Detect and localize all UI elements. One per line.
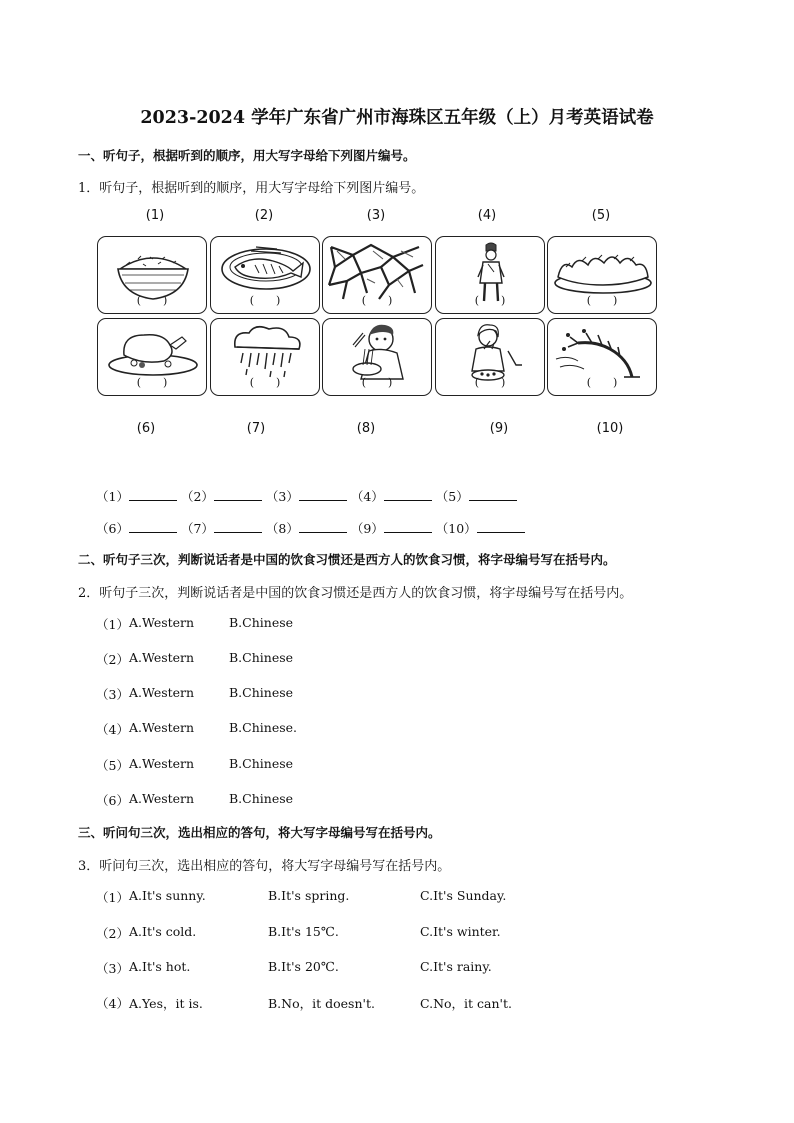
answer-num: （9） xyxy=(350,521,384,536)
q3-option-c[interactable]: C.It's winter. xyxy=(420,924,501,939)
question-1-text: 1．听句子，根据听到的顺序，用大写字母给下列图片编号。 xyxy=(78,181,425,196)
picture-label-7: (7) xyxy=(246,421,266,436)
answer-num: （7） xyxy=(180,521,214,536)
picture-label-1: (1) xyxy=(145,208,165,223)
q3-item-num: （2） xyxy=(96,926,129,941)
answer-num: （3） xyxy=(265,489,299,504)
picture-card-5 xyxy=(547,236,657,314)
answer-num: （4） xyxy=(350,489,384,504)
picture-paren-10: ( ) xyxy=(586,376,618,389)
picture-card-2 xyxy=(210,236,320,314)
answer-row-2 xyxy=(96,519,525,537)
q2-option-a[interactable]: A.Western xyxy=(129,720,195,735)
picture-card-1 xyxy=(97,236,207,314)
answer-num: （2） xyxy=(180,489,214,504)
question-3-text: 3．听问句三次，选出相应的答句，将大写字母编号写在括号内。 xyxy=(78,859,451,874)
q2-item-num: （4） xyxy=(96,722,129,737)
q2-option-b[interactable]: B.Chinese xyxy=(229,685,294,700)
q2-item-num: （6） xyxy=(96,793,129,808)
q3-option-b[interactable]: B.No，it doesn't. xyxy=(268,996,375,1011)
answer-num: （6） xyxy=(96,521,129,536)
q2-item-num: （2） xyxy=(96,652,129,667)
q3-option-b[interactable]: B.It's 20℃. xyxy=(268,959,339,974)
q3-item-num: （3） xyxy=(96,961,129,976)
answer-blank-5[interactable] xyxy=(469,488,517,501)
answer-num: （5） xyxy=(435,489,469,504)
answer-blank-3[interactable] xyxy=(299,488,347,501)
q2-item-num: （1） xyxy=(96,617,129,632)
q3-option-b[interactable]: B.It's 15℃. xyxy=(268,924,339,939)
q2-item-num: （3） xyxy=(96,687,129,702)
section-1-heading: 一、听句子，根据听到的顺序，用大写字母给下列图片编号。 xyxy=(78,148,416,163)
answer-blank-4[interactable] xyxy=(384,488,432,501)
q3-option-b[interactable]: B.It's spring. xyxy=(268,888,350,903)
answer-num: （8） xyxy=(265,521,299,536)
picture-card-6 xyxy=(97,318,207,396)
q3-option-a[interactable]: A.It's sunny. xyxy=(129,888,206,903)
picture-label-8: (8) xyxy=(356,421,376,436)
q2-option-b[interactable]: B.Chinese xyxy=(229,650,294,665)
q3-option-a[interactable]: A.It's hot. xyxy=(129,959,191,974)
question-2-text: 2．听句子三次，判断说话者是中国的饮食习惯还是西方人的饮食习惯，将字母编号写在括号内。 xyxy=(78,586,633,601)
page-title: 2023-2024 学年广东省广州市海珠区五年级（上）月考英语试卷 xyxy=(140,108,654,128)
answer-blank-8[interactable] xyxy=(299,520,347,533)
q2-option-b[interactable]: B.Chinese xyxy=(229,615,294,630)
picture-paren-5: ( ) xyxy=(586,294,618,307)
answer-blank-7[interactable] xyxy=(214,520,262,533)
picture-label-9: (9) xyxy=(489,421,509,436)
answer-blank-10[interactable] xyxy=(477,520,525,533)
picture-card-8 xyxy=(322,318,432,396)
picture-paren-7: ( ) xyxy=(249,376,281,389)
picture-card-3 xyxy=(322,236,432,314)
picture-card-9 xyxy=(435,318,545,396)
picture-paren-3: ( ) xyxy=(361,294,393,307)
answer-blank-1[interactable] xyxy=(129,488,177,501)
q2-option-a[interactable]: A.Western xyxy=(129,650,195,665)
q2-option-a[interactable]: A.Western xyxy=(129,685,195,700)
answer-row-1 xyxy=(96,487,517,505)
picture-card-10 xyxy=(547,318,657,396)
picture-paren-9: ( ) xyxy=(474,376,506,389)
q3-option-a[interactable]: A.It's cold. xyxy=(129,924,197,939)
q3-item-num: （4） xyxy=(96,996,129,1011)
q3-option-c[interactable]: C.No，it can't. xyxy=(420,996,512,1011)
answer-num: （1） xyxy=(96,489,129,504)
q2-option-a[interactable]: A.Western xyxy=(129,791,195,806)
q2-option-a[interactable]: A.Western xyxy=(129,615,195,630)
q2-option-b[interactable]: B.Chinese xyxy=(229,756,294,771)
picture-label-3: (3) xyxy=(366,208,386,223)
section-2-heading: 二、听句子三次，判断说话者是中国的饮食习惯还是西方人的饮食习惯，将字母编号写在括号内。 xyxy=(78,552,616,567)
picture-label-10: (10) xyxy=(596,421,624,436)
answer-blank-9[interactable] xyxy=(384,520,432,533)
answer-blank-2[interactable] xyxy=(214,488,262,501)
q3-option-a[interactable]: A.Yes，it is. xyxy=(129,996,203,1011)
answer-blank-6[interactable] xyxy=(129,520,177,533)
picture-card-7 xyxy=(210,318,320,396)
picture-card-4 xyxy=(435,236,545,314)
picture-paren-8: ( ) xyxy=(361,376,393,389)
picture-label-5: (5) xyxy=(591,208,611,223)
q2-option-b[interactable]: B.Chinese xyxy=(229,791,294,806)
picture-label-4: (4) xyxy=(477,208,497,223)
q3-item-num: （1） xyxy=(96,890,129,905)
q2-item-num: （5） xyxy=(96,758,129,773)
picture-paren-6: ( ) xyxy=(136,376,168,389)
section-3-heading: 三、听问句三次，选出相应的答句，将大写字母编号写在括号内。 xyxy=(78,825,441,840)
q3-option-c[interactable]: C.It's Sunday. xyxy=(420,888,507,903)
q3-option-c[interactable]: C.It's rainy. xyxy=(420,959,492,974)
q2-option-b[interactable]: B.Chinese. xyxy=(229,720,298,735)
q2-option-a[interactable]: A.Western xyxy=(129,756,195,771)
picture-paren-4: ( ) xyxy=(474,294,506,307)
answer-num: （10） xyxy=(435,521,477,536)
picture-label-2: (2) xyxy=(254,208,274,223)
picture-paren-1: ( ) xyxy=(136,294,168,307)
picture-paren-2: ( ) xyxy=(249,294,281,307)
picture-label-6: (6) xyxy=(136,421,156,436)
